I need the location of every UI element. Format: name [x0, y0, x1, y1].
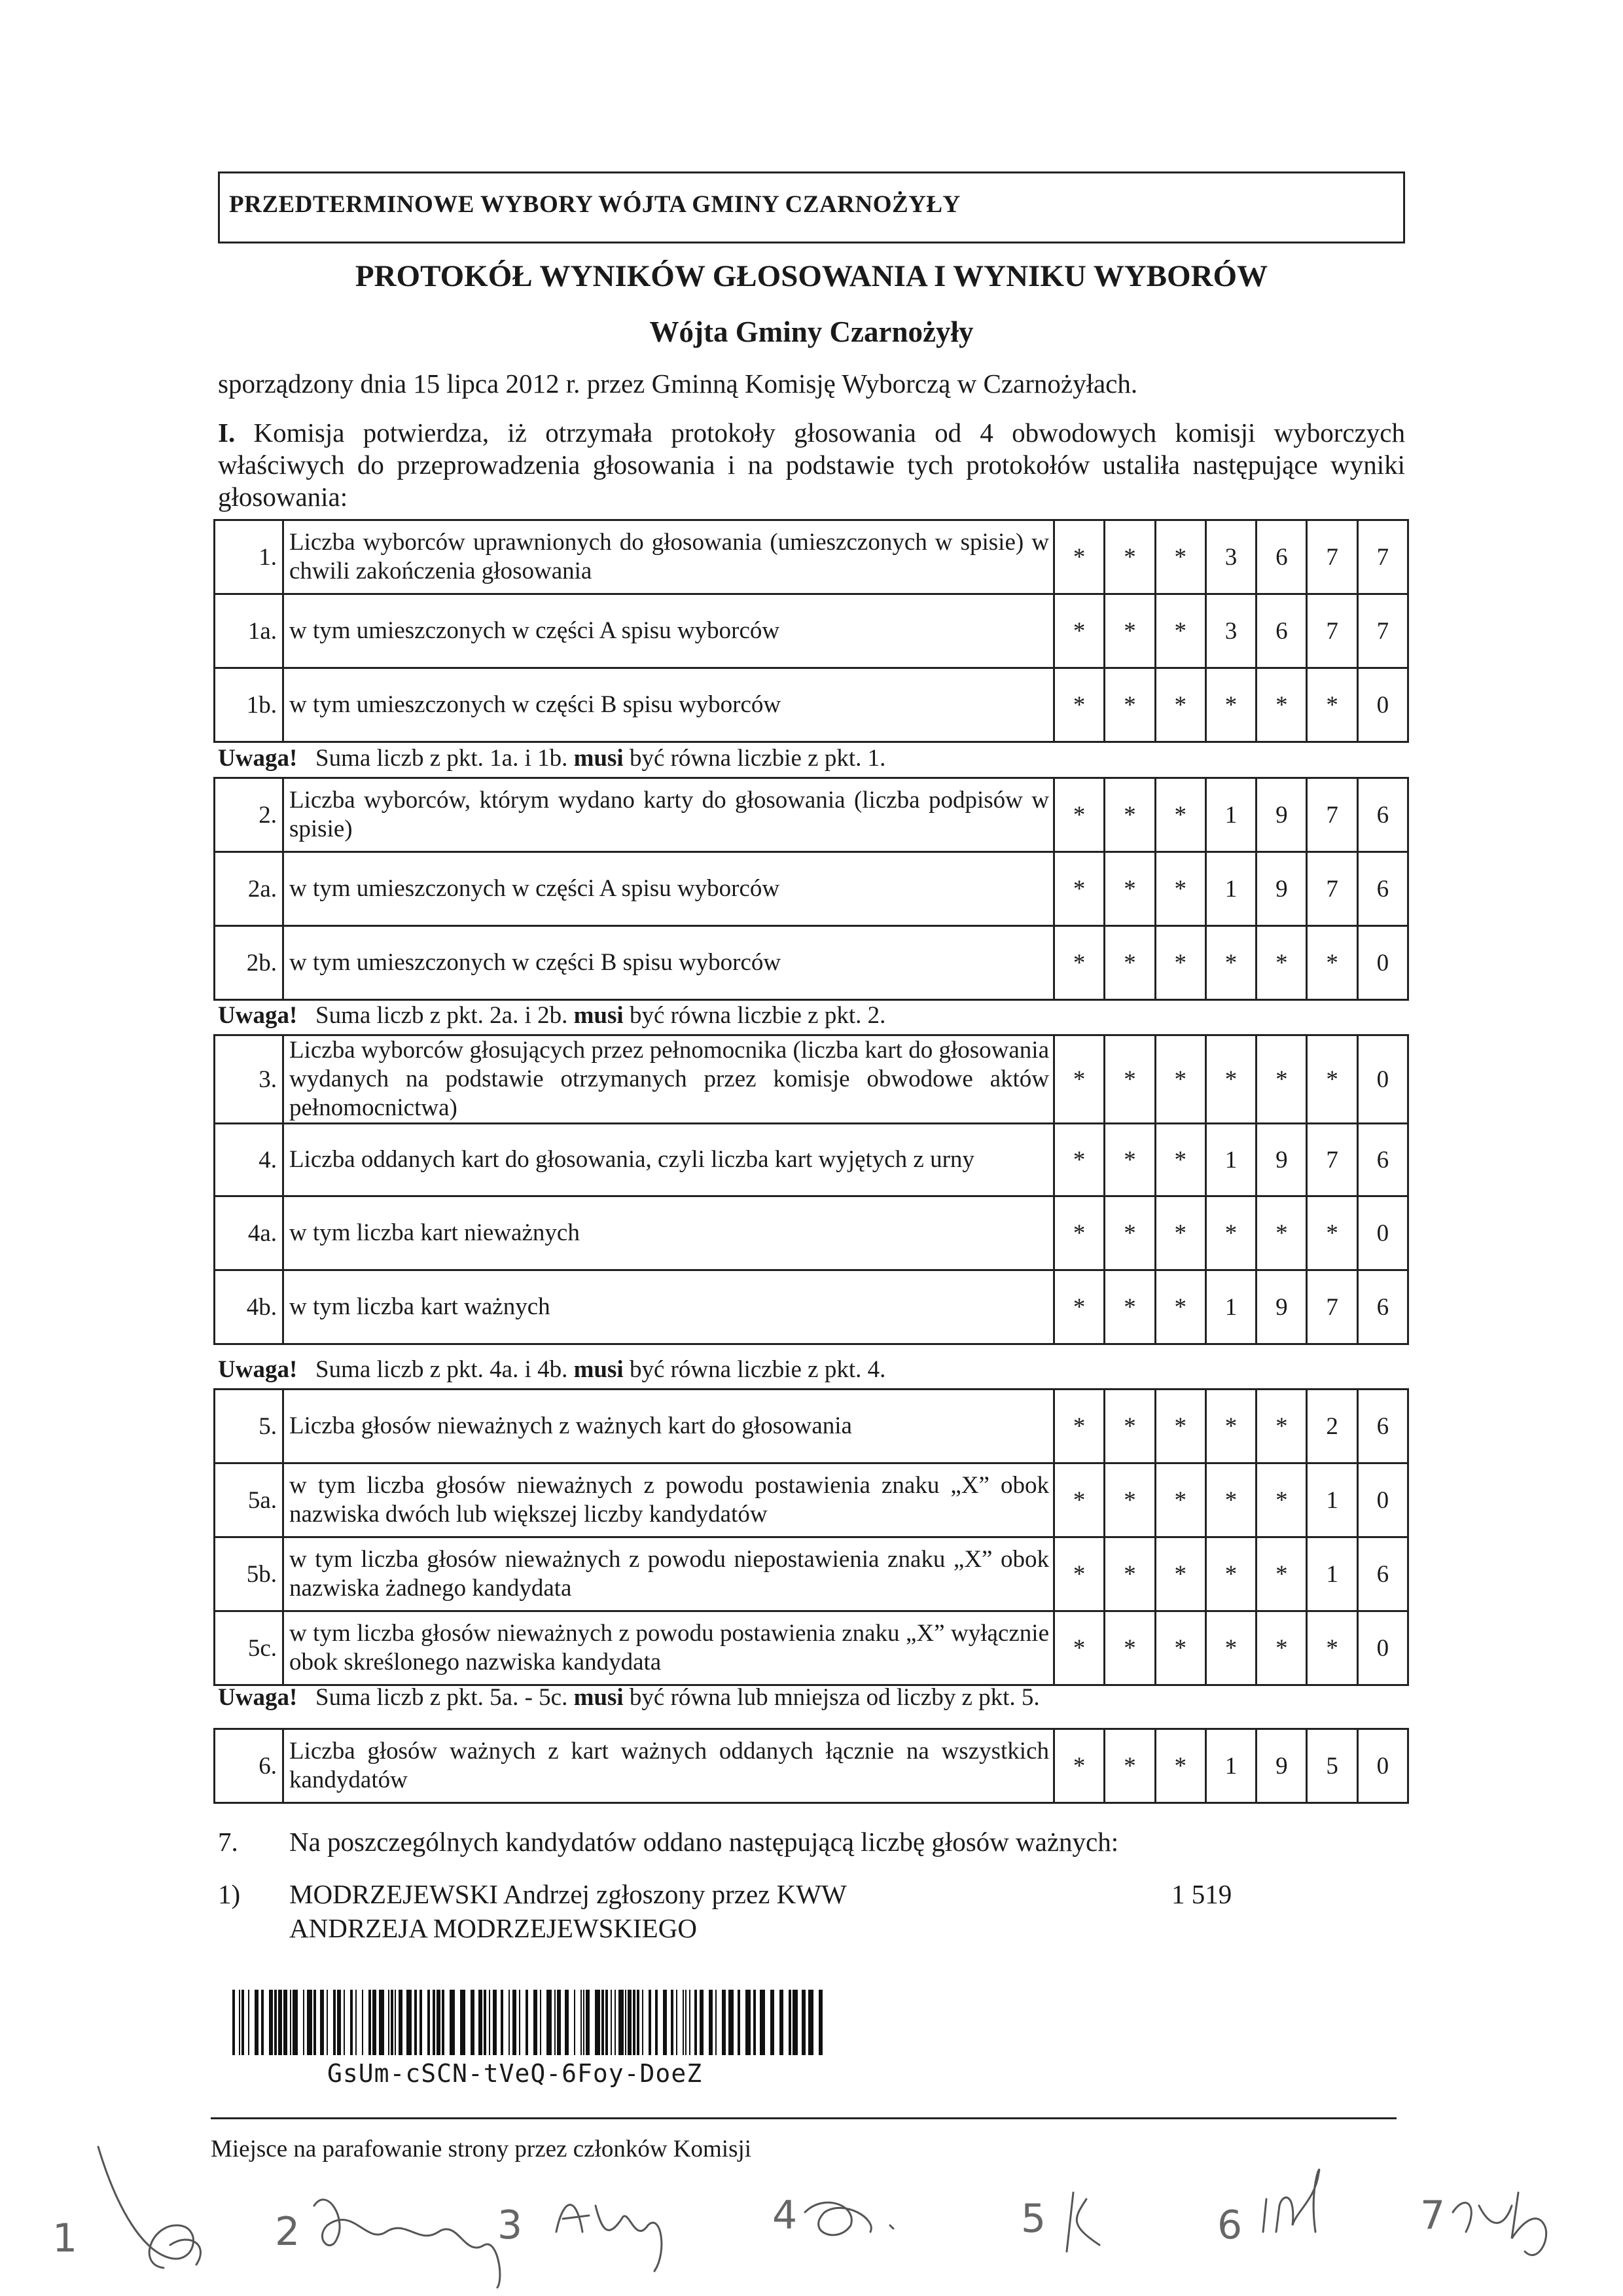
digit-cell: 9: [1257, 1270, 1307, 1344]
table-row: [215, 1124, 1408, 1196]
results-table-5: [213, 1728, 1409, 1804]
digit-cell: *: [1054, 1611, 1105, 1685]
candidate-line1: MODRZEJEWSKI Andrzej zgłoszony przez KWW: [289, 1879, 847, 1909]
signature-number-6: 6: [1217, 2202, 1243, 2248]
digit-cell: 1: [1205, 1270, 1256, 1344]
barcode-bar: [503, 1990, 508, 2055]
note-text: Suma liczb z pkt. 2a. i 2b.: [315, 1002, 568, 1029]
row-description: w tym liczba kart ważnych: [283, 1270, 1054, 1344]
table-row: [215, 1729, 1408, 1803]
row-description: Liczba głosów nieważnych z ważnych kart do głosowania: [283, 1390, 1054, 1463]
digit-cell: *: [1105, 778, 1155, 852]
digit-cell: *: [1105, 1729, 1155, 1803]
digit-cell: 0: [1357, 1729, 1408, 1803]
table-row: [215, 1611, 1408, 1685]
row-number: 1.: [215, 520, 283, 594]
section-marker: I.: [218, 418, 236, 448]
table-row: [215, 520, 1408, 594]
note-text: być równa liczbie z pkt. 2.: [629, 1002, 886, 1029]
results-table-2: [213, 777, 1409, 1001]
digit-cell: 3: [1205, 520, 1256, 594]
digit-cell: *: [1257, 1463, 1307, 1537]
digit-cell: 6: [1257, 594, 1307, 668]
digit-cell: *: [1257, 1390, 1307, 1463]
barcode-bar: [704, 1990, 709, 2055]
row-number: 5c.: [215, 1611, 283, 1685]
digit-cell: *: [1307, 1611, 1357, 1685]
barcode-bar: [677, 1990, 683, 2055]
digit-cell: *: [1155, 520, 1205, 594]
prepared-line: sporządzony dnia 15 lipca 2012 r. przez Gminną Komisję Wyborczą w Czarnożyłach.: [218, 368, 1138, 399]
digit-cell: *: [1155, 1035, 1205, 1124]
row-number: 6.: [215, 1729, 283, 1803]
table-row: [215, 1463, 1408, 1537]
note-label: Uwaga!: [218, 1002, 298, 1029]
barcode-bar: [643, 1990, 649, 2055]
footer-divider: [211, 2117, 1397, 2119]
digit-cell: 0: [1357, 926, 1408, 1000]
row-number: 5a.: [215, 1463, 283, 1537]
digit-cell: *: [1155, 1270, 1205, 1344]
barcode-bar: [819, 1990, 823, 2055]
digit-cell: *: [1054, 778, 1105, 852]
digit-cell: 9: [1257, 852, 1307, 926]
candidate-line2: ANDRZEJA MODRZEJEWSKIEGO: [289, 1913, 697, 1943]
table-row: [215, 778, 1408, 852]
digit-cell: *: [1155, 594, 1205, 668]
barcode-bar: [363, 1990, 368, 2055]
digit-cell: 0: [1357, 1611, 1408, 1685]
digit-cell: 6: [1357, 1390, 1408, 1463]
sum-note: [218, 1355, 885, 1384]
digit-cell: *: [1054, 1463, 1105, 1537]
candidate-votes: 1 519: [1171, 1879, 1232, 1909]
barcode-bar: [595, 1990, 600, 2055]
row-description: Liczba głosów ważnych z kart ważnych oddanych łącznie na wszystkich kandydatów: [283, 1729, 1054, 1803]
barcode-bar: [465, 1990, 471, 2055]
barcode-bar: [328, 1990, 333, 2055]
section-intro: [218, 417, 1405, 513]
digit-cell: *: [1155, 852, 1205, 926]
digit-cell: *: [1105, 668, 1155, 742]
digit-cell: *: [1105, 1124, 1155, 1196]
digit-cell: *: [1054, 1035, 1105, 1124]
row-number: 1b.: [215, 668, 283, 742]
sum-note: [218, 1001, 885, 1030]
digit-cell: *: [1205, 1463, 1256, 1537]
handwritten-initials: [39, 2134, 1584, 2291]
digit-cell: *: [1105, 1196, 1155, 1270]
digit-cell: *: [1105, 1270, 1155, 1344]
point7-number: 7.: [218, 1827, 238, 1857]
signature-number-4: 4: [772, 2193, 798, 2238]
digit-cell: *: [1054, 926, 1105, 1000]
row-number: 5.: [215, 1390, 283, 1463]
sum-note: [218, 744, 885, 772]
barcode-bar: [460, 1990, 465, 2055]
table-row: [215, 1035, 1408, 1124]
note-text: być równa liczbie z pkt. 1.: [629, 745, 886, 772]
digit-cell: *: [1054, 1124, 1105, 1196]
election-header-box: [218, 171, 1405, 243]
table-row: [215, 668, 1408, 742]
digit-cell: *: [1205, 1390, 1256, 1463]
document-subtitle: Wójta Gminy Czarnożyły: [649, 315, 974, 348]
digit-cell: 9: [1257, 1124, 1307, 1196]
barcode-bar: [793, 1990, 798, 2055]
barcode-bar: [765, 1990, 770, 2055]
row-number: 2b.: [215, 926, 283, 1000]
barcode-bar: [813, 1990, 819, 2055]
table-row: [215, 852, 1408, 926]
note-emphasis: musi: [573, 745, 624, 772]
digit-cell: *: [1105, 1537, 1155, 1611]
digit-cell: *: [1257, 926, 1307, 1000]
table-row: [215, 594, 1408, 668]
barcode-bar: [520, 1990, 526, 2055]
table-row: [215, 1390, 1408, 1463]
note-text: Suma liczb z pkt. 1a. i 1b.: [315, 745, 568, 772]
digit-cell: *: [1307, 1035, 1357, 1124]
digit-cell: *: [1105, 852, 1155, 926]
barcode-bar: [546, 1990, 552, 2055]
digit-cell: 7: [1357, 520, 1408, 594]
row-number: 4.: [215, 1124, 283, 1196]
row-number: 4b.: [215, 1270, 283, 1344]
row-description: w tym liczba głosów nieważnych z powodu niepostawienia znaku „X” obok nazwiska żadnego kandydata: [283, 1537, 1054, 1611]
election-header-text: PRZEDTERMINOWE WYBORY WÓJTA GMINY CZARNOŻYŁY: [229, 191, 961, 218]
digit-cell: *: [1307, 668, 1357, 742]
barcode: [232, 1990, 832, 2055]
barcode-bar: [717, 1990, 722, 2055]
note-label: Uwaga!: [218, 745, 298, 772]
digit-cell: *: [1205, 668, 1256, 742]
digit-cell: *: [1205, 1537, 1256, 1611]
barcode-bar: [406, 1990, 412, 2055]
row-number: 2.: [215, 778, 283, 852]
barcode-bar: [745, 1990, 751, 2055]
row-description: w tym liczba kart nieważnych: [283, 1196, 1054, 1270]
digit-cell: 1: [1205, 1729, 1256, 1803]
barcode-bar: [307, 1990, 312, 2055]
row-description: w tym liczba głosów nieważnych z powodu postawienia znaku „X” wyłącznie obok skreślonego nazwiska kandydata: [283, 1611, 1054, 1685]
digit-cell: *: [1105, 1611, 1155, 1685]
digit-cell: *: [1105, 520, 1155, 594]
digit-cell: *: [1205, 1196, 1256, 1270]
row-number: 2a.: [215, 852, 283, 926]
digit-cell: *: [1105, 1390, 1155, 1463]
digit-cell: 1: [1307, 1537, 1357, 1611]
digit-cell: *: [1257, 1537, 1307, 1611]
digit-cell: 7: [1307, 852, 1357, 926]
digit-cell: 7: [1307, 778, 1357, 852]
signature-number-1: 1: [52, 2215, 78, 2261]
row-number: 1a.: [215, 594, 283, 668]
digit-cell: *: [1155, 1729, 1205, 1803]
digit-cell: *: [1205, 1035, 1256, 1124]
digit-cell: *: [1054, 1537, 1105, 1611]
barcode-bar: [728, 1990, 734, 2055]
digit-cell: 0: [1357, 1196, 1408, 1270]
row-number: 3.: [215, 1035, 283, 1124]
digit-cell: 6: [1357, 1270, 1408, 1344]
digit-cell: 6: [1357, 852, 1408, 926]
digit-cell: 7: [1357, 594, 1408, 668]
digit-cell: *: [1105, 1463, 1155, 1537]
digit-cell: 7: [1307, 594, 1357, 668]
barcode-bar: [357, 1990, 362, 2055]
digit-cell: 7: [1307, 1124, 1357, 1196]
barcode-bar: [379, 1990, 384, 2055]
digit-cell: *: [1054, 520, 1105, 594]
digit-cell: *: [1205, 1611, 1256, 1685]
sum-note: [218, 1683, 1040, 1712]
signature-number-7: 7: [1420, 2193, 1446, 2238]
barcode-bar: [774, 1990, 779, 2055]
candidate-number: 1): [218, 1879, 241, 1909]
barcode-bar: [808, 1990, 813, 2055]
barcode-bar: [783, 1990, 789, 2055]
note-emphasis: musi: [573, 1356, 624, 1383]
digit-cell: 1: [1205, 778, 1256, 852]
results-table-1: [213, 519, 1409, 743]
digit-cell: 0: [1357, 1463, 1408, 1537]
barcode-bar: [658, 1990, 663, 2055]
row-description: Liczba wyborców uprawnionych do głosowania (umieszczonych w spisie) w chwili zakończenia głosowania: [283, 520, 1054, 594]
table-row: [215, 1270, 1408, 1344]
digit-cell: 9: [1257, 1729, 1307, 1803]
barcode-bar: [444, 1990, 450, 2055]
digit-cell: *: [1105, 1035, 1155, 1124]
barcode-bar: [590, 1990, 595, 2055]
digit-cell: *: [1054, 1390, 1105, 1463]
digit-cell: *: [1155, 1124, 1205, 1196]
barcode-bar: [528, 1990, 533, 2055]
section-text: Komisja potwierdza, iż otrzymała protokoły głosowania od 4 obwodowych komisji wyborczych właściwych do przeprowadzenia głosowania i na podstawie tych protokołów ustaliła następujące wyniki głosowania:: [218, 418, 1405, 512]
note-text: być równa liczbie z pkt. 4.: [629, 1356, 886, 1383]
digit-cell: 5: [1307, 1729, 1357, 1803]
digit-cell: *: [1155, 1611, 1205, 1685]
digit-cell: *: [1257, 668, 1307, 742]
barcode-bar: [249, 1990, 255, 2055]
signature-number-3: 3: [497, 2202, 523, 2248]
digit-cell: *: [1054, 594, 1105, 668]
row-description: Liczba wyborców, którym wydano karty do głosowania (liczba podpisów w spisie): [283, 778, 1054, 852]
digit-cell: *: [1155, 1196, 1205, 1270]
barcode-bar: [298, 1990, 303, 2055]
row-description: w tym umieszczonych w części B spisu wyborców: [283, 668, 1054, 742]
digit-cell: *: [1155, 1463, 1205, 1537]
digit-cell: *: [1257, 1611, 1307, 1685]
digit-cell: 6: [1357, 1537, 1408, 1611]
barcode-bar: [569, 1990, 574, 2055]
row-description: w tym umieszczonych w części A spisu wyborców: [283, 594, 1054, 668]
row-description: w tym umieszczonych w części B spisu wyborców: [283, 926, 1054, 1000]
row-description: Liczba oddanych kart do głosowania, czyli liczba kart wyjętych z urny: [283, 1124, 1054, 1196]
digit-cell: 1: [1205, 852, 1256, 926]
digit-cell: *: [1155, 668, 1205, 742]
note-label: Uwaga!: [218, 1684, 298, 1711]
digit-cell: 7: [1307, 520, 1357, 594]
note-text: Suma liczb z pkt. 4a. i 4b.: [315, 1356, 568, 1383]
digit-cell: 7: [1307, 1270, 1357, 1344]
digit-cell: *: [1054, 1196, 1105, 1270]
digit-cell: 6: [1357, 778, 1408, 852]
note-emphasis: musi: [573, 1684, 624, 1711]
signature-number-5: 5: [1021, 2196, 1046, 2242]
digit-cell: *: [1257, 1196, 1307, 1270]
table-row: [215, 926, 1408, 1000]
footer-text: Miejsce na parafowanie strony przez członków Komisji: [211, 2136, 752, 2162]
document-title: PROTOKÓŁ WYNIKÓW GŁOSOWANIA I WYNIKU WYBORÓW: [355, 259, 1268, 293]
barcode-bar: [740, 1990, 745, 2055]
digit-cell: *: [1155, 1390, 1205, 1463]
barcode-bar: [450, 1990, 455, 2055]
digit-cell: 6: [1257, 520, 1307, 594]
note-text: Suma liczb z pkt. 5a. - 5c.: [315, 1684, 568, 1711]
note-label: Uwaga!: [218, 1356, 298, 1383]
results-table-4: [213, 1388, 1409, 1686]
digit-cell: 1: [1307, 1463, 1357, 1537]
digit-cell: 3: [1205, 594, 1256, 668]
table-row: [215, 1196, 1408, 1270]
digit-cell: *: [1105, 594, 1155, 668]
barcode-bar: [541, 1990, 546, 2055]
digit-cell: 9: [1257, 778, 1307, 852]
digit-cell: 2: [1307, 1390, 1357, 1463]
digit-cell: *: [1054, 668, 1105, 742]
digit-cell: *: [1205, 926, 1256, 1000]
digit-cell: *: [1054, 1270, 1105, 1344]
barcode-bar: [293, 1990, 298, 2055]
barcode-bar: [760, 1990, 765, 2055]
results-table-3: [213, 1034, 1409, 1345]
point7-text: Na poszczególnych kandydatów oddano następującą liczbę głosów ważnych:: [289, 1827, 1119, 1857]
row-description: Liczba wyborców głosujących przez pełnomocnika (liczba kart do głosowania wydanych na podstawie otrzymanych przez komisje obwodowe aktów pełnomocnictwa): [283, 1035, 1054, 1124]
row-number: 5b.: [215, 1537, 283, 1611]
row-description: w tym liczba głosów nieważnych z powodu postawienia znaku „X” obok nazwiska dwóch lub większej liczby kandydatów: [283, 1463, 1054, 1537]
digit-cell: *: [1155, 926, 1205, 1000]
row-number: 4a.: [215, 1196, 283, 1270]
barcode-bar: [264, 1990, 269, 2055]
digit-cell: 1: [1205, 1124, 1256, 1196]
barcode-bar: [345, 1990, 350, 2055]
digit-cell: *: [1307, 926, 1357, 1000]
barcode-bar: [575, 1990, 580, 2055]
digit-cell: *: [1105, 926, 1155, 1000]
digit-cell: *: [1054, 852, 1105, 926]
digit-cell: 6: [1357, 1124, 1408, 1196]
barcode-text: GsUm-cSCN-tVeQ-6Foy-DoeZ: [327, 2059, 703, 2088]
barcode-bar: [455, 1990, 460, 2055]
digit-cell: *: [1257, 1035, 1307, 1124]
barcode-bar: [618, 1990, 624, 2055]
digit-cell: *: [1155, 778, 1205, 852]
signature-number-2: 2: [275, 2209, 300, 2255]
digit-cell: *: [1155, 1537, 1205, 1611]
digit-cell: 0: [1357, 668, 1408, 742]
barcode-bar: [422, 1990, 427, 2055]
digit-cell: 0: [1357, 1035, 1408, 1124]
note-text: być równa lub mniejsza od liczby z pkt. 5.: [629, 1684, 1040, 1711]
table-row: [215, 1537, 1408, 1611]
note-emphasis: musi: [573, 1002, 624, 1029]
digit-cell: *: [1054, 1729, 1105, 1803]
digit-cell: *: [1307, 1196, 1357, 1270]
row-description: w tym umieszczonych w części A spisu wyborców: [283, 852, 1054, 926]
